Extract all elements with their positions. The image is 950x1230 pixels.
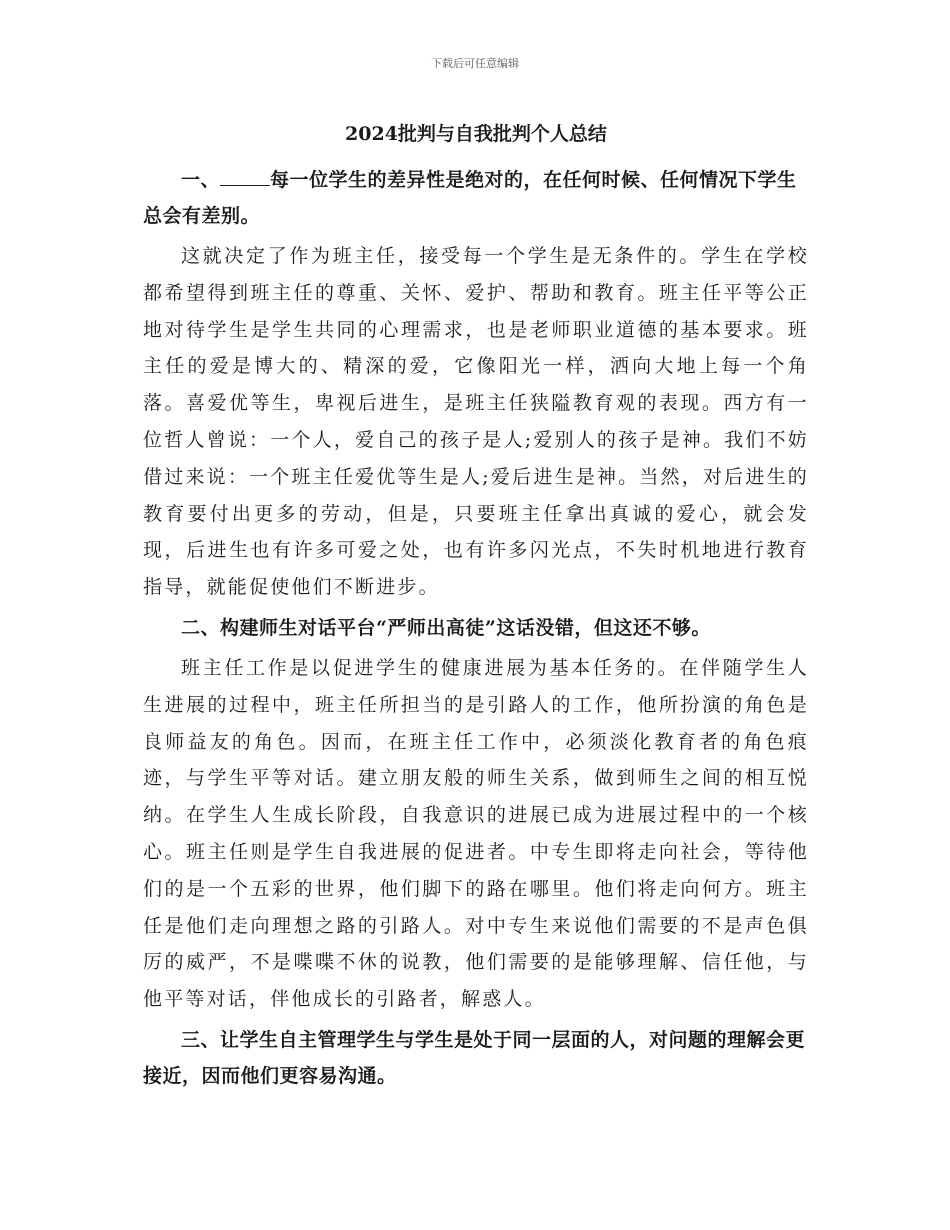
section-2-paragraph: 班主任工作是以促进学生的健康进展为基本任务的。在伴随学生人生进展的过程中，班主任所担当的是引路人的工作，他所扮演的角色是良师益友的角色。因而，在班主任工作中，必须淡化教育者的角色痕迹，与学生平等对话。建立朋友般的师生关系，做到师生之间的相互悦纳。在学生人生成长阶段，自我意识的进展已成为进展过程中的一个核心。班主任则是学生自我进展的促进者。中专生即将走向社会，等待他们的是一个五彩的世界，他们脚下的路在哪里。他们将走向何方。班主任是他们走向理想之路的引路人。对中专生来说他们需要的不是声色俱厉的威严，不是喋喋不休的说教，他们需要的是能够理解、信任他，与他平等对话，伴他成长的引路者，解惑人。: [143, 656, 809, 1011]
section-2-heading: 二、构建师生对话平台“严师出高徒”这话没错，但这还不够。: [181, 616, 711, 639]
section-1-heading: [143, 162, 809, 234]
document-title: 2024批判与自我批判个人总结: [345, 123, 607, 145]
section-1-paragraph: 这就决定了作为班主任，接受每一个学生是无条件的。学生在学校都希望得到班主任的尊重、关怀、爱护、帮助和教育。班主任平等公正地对待学生是学生共同的心理需求，也是老师职业道德的基本要求。班主任的爱是博大的、精深的爱，它像阳光一样，洒向大地上每一个角落。喜爱优等生，卑视后进生，是班主任狭隘教育观的表现。西方有一位哲人曾说：一个人，爱自己的孩子是人;爱别人的孩子是神。我们不妨借过来说：一个班主任爱优等生是人;爱后进生是神。当然，对后进生的教育要付出更多的劳动，但是，只要班主任拿出真诚的爱心，就会发现，后进生也有许多可爱之处，也有许多闪光点，不失时机地进行教育指导，就能促使他们不断进步。: [143, 245, 809, 599]
section-1-prefix: 一、: [181, 169, 221, 191]
fill-in-blank: [220, 167, 270, 186]
section-1-heading-text: 每一位学生的差异性是绝对的，在任何时候、任何情况下学生总会有差别。: [143, 169, 797, 227]
page-header-note: 下载后可任意编辑: [431, 57, 519, 70]
section-3-heading: 三、让学生自主管理学生与学生是处于同一层面的人，对问题的理解会更接近，因而他们更容易沟通。: [143, 1028, 806, 1087]
document-body: [143, 120, 809, 1098]
